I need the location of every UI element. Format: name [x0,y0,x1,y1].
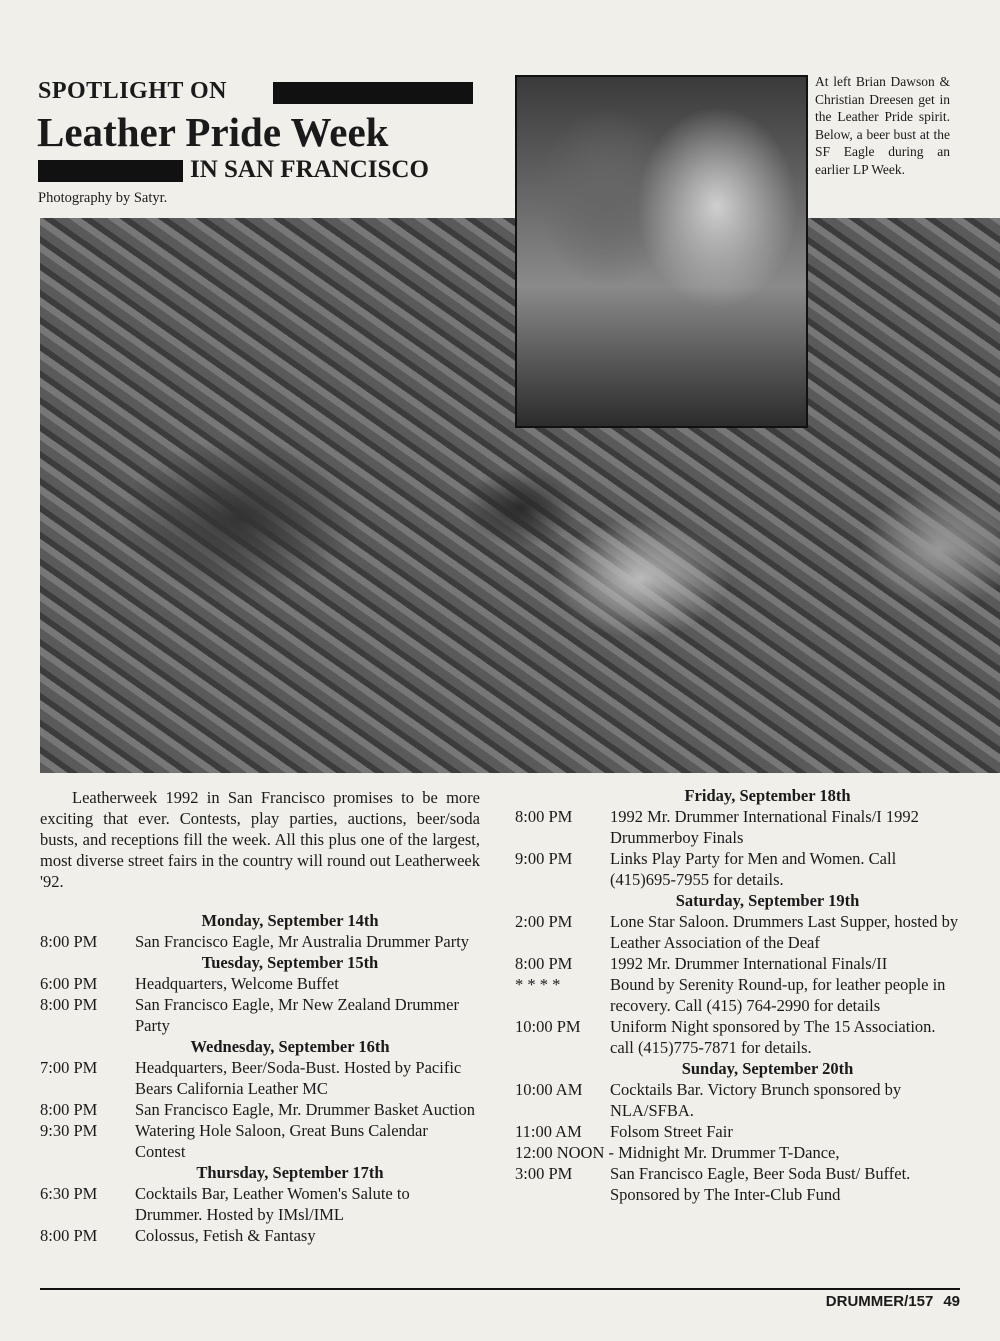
decorative-bar [38,160,183,182]
event-description: Cocktails Bar. Victory Brunch sponsored by NLA/SFBA. [610,1080,902,1120]
footer-rule [40,1288,960,1290]
day-heading: Monday, September 14th [201,911,379,930]
event-description: Bound by Serenity Round-up, for leather people in recovery. Call (415) 764-2990 for details [610,975,946,1015]
day-heading: Friday, September 18th [684,786,851,805]
schedule-row [515,911,960,953]
event-time: 6:00 PM [40,974,98,993]
event-time: 2:00 PM [515,912,573,931]
event-description: Links Play Party for Men and Women. Call (415)695-7955 for details. [610,849,897,889]
day-heading: Wednesday, September 16th [190,1037,390,1056]
schedule-row [515,974,960,1016]
schedule-row [515,953,960,974]
day-heading: Tuesday, September 15th [201,953,379,972]
schedule-row [40,994,480,1036]
page-title: Leather Pride Week [37,109,389,155]
event-time: 8:00 PM [515,807,573,826]
event-time: * * * * [515,975,561,994]
day-heading: Sunday, September 20th [681,1059,854,1078]
event-description: Lone Star Saloon. Drummers Last Supper, hosted by Leather Association of the Deaf [610,912,959,952]
schedule-left [40,910,480,1246]
event-description: Colossus, Fetish & Fantasy [135,1226,316,1245]
event-time: 9:00 PM [515,849,573,868]
left-column [40,787,480,1246]
schedule-row [40,931,480,952]
event-time: 11:00 AM [515,1122,582,1141]
schedule-row [40,1120,480,1162]
schedule-row [515,806,960,848]
event-time: 8:00 PM [40,995,98,1014]
event-description: San Francisco Eagle, Mr Australia Drummer Party [135,932,470,951]
dawson-dreesen-photo [515,75,808,428]
event-time: 10:00 AM [515,1080,583,1099]
event-time: 8:00 PM [40,932,98,951]
event-description: Folsom Street Fair [610,1122,733,1141]
photo-caption: At left Brian Dawson & Christian Dreesen get in the Leather Pride spirit. Below, a beer bust at the SF Eagle during an earlier LP Week. [815,74,950,177]
event-time: 9:30 PM [40,1121,98,1140]
publication-name: DRUMMER/157 [825,1293,934,1310]
event-description: - Midnight Mr. Drummer T-Dance, [608,1143,840,1162]
schedule-row [515,1142,960,1163]
event-time: 12:00 NOON [515,1143,605,1162]
event-time: 10:00 PM [515,1017,581,1036]
schedule-row [515,1079,960,1121]
event-description: Headquarters, Welcome Buffet [135,974,339,993]
event-description: Cocktails Bar, Leather Women's Salute to Drummer. Hosted by IMsl/IML [135,1184,410,1224]
schedule-row [40,1057,480,1099]
intro-paragraph: Leatherweek 1992 in San Francisco promises to be more exciting that ever. Contests, play parties, auctions, beer/soda busts, and receptions fill the week. All this plus one of the largest, most diverse street fairs in the country will round out Leatherweek '92. [40,788,480,891]
schedule-row [40,1225,480,1246]
event-description: 1992 Mr. Drummer International Finals/II [610,954,888,973]
schedule-row [40,1183,480,1225]
event-description: Watering Hole Saloon, Great Buns Calendar Contest [135,1121,428,1161]
event-time: 7:00 PM [40,1058,98,1077]
event-description: San Francisco Eagle, Beer Soda Bust/ Buffet. Sponsored by The Inter-Club Fund [610,1164,911,1204]
event-description: 1992 Mr. Drummer International Finals/I 1992 Drummerboy Finals [610,807,919,847]
photo-credit: Photography by Satyr. [38,190,168,206]
schedule-row [515,1163,960,1205]
event-time: 8:00 PM [515,954,573,973]
schedule-right [515,785,960,1205]
event-time: 8:00 PM [40,1226,98,1245]
schedule-row [515,848,960,890]
day-heading: Saturday, September 19th [675,891,860,910]
subkicker: IN SAN FRANCISCO [190,156,429,183]
event-description: Headquarters, Beer/Soda-Bust. Hosted by Pacific Bears California Leather MC [135,1058,462,1098]
schedule-row [40,1099,480,1120]
kicker: SPOTLIGHT ON [38,78,227,104]
day-heading: Thursday, September 17th [196,1163,384,1182]
event-time: 3:00 PM [515,1164,573,1183]
page-number: 49 [943,1293,960,1310]
schedule-row [515,1016,960,1058]
event-description: Uniform Night sponsored by The 15 Association. call (415)775-7871 for details. [610,1017,936,1057]
event-time: 6:30 PM [40,1184,98,1203]
schedule-row [515,1121,960,1142]
event-description: San Francisco Eagle, Mr. Drummer Basket Auction [135,1100,476,1119]
event-time: 8:00 PM [40,1100,98,1119]
event-description: San Francisco Eagle, Mr New Zealand Drummer Party [135,995,459,1035]
decorative-bar [273,82,473,104]
schedule-row [40,973,480,994]
right-column [515,785,960,1205]
page-footer [826,1293,960,1310]
